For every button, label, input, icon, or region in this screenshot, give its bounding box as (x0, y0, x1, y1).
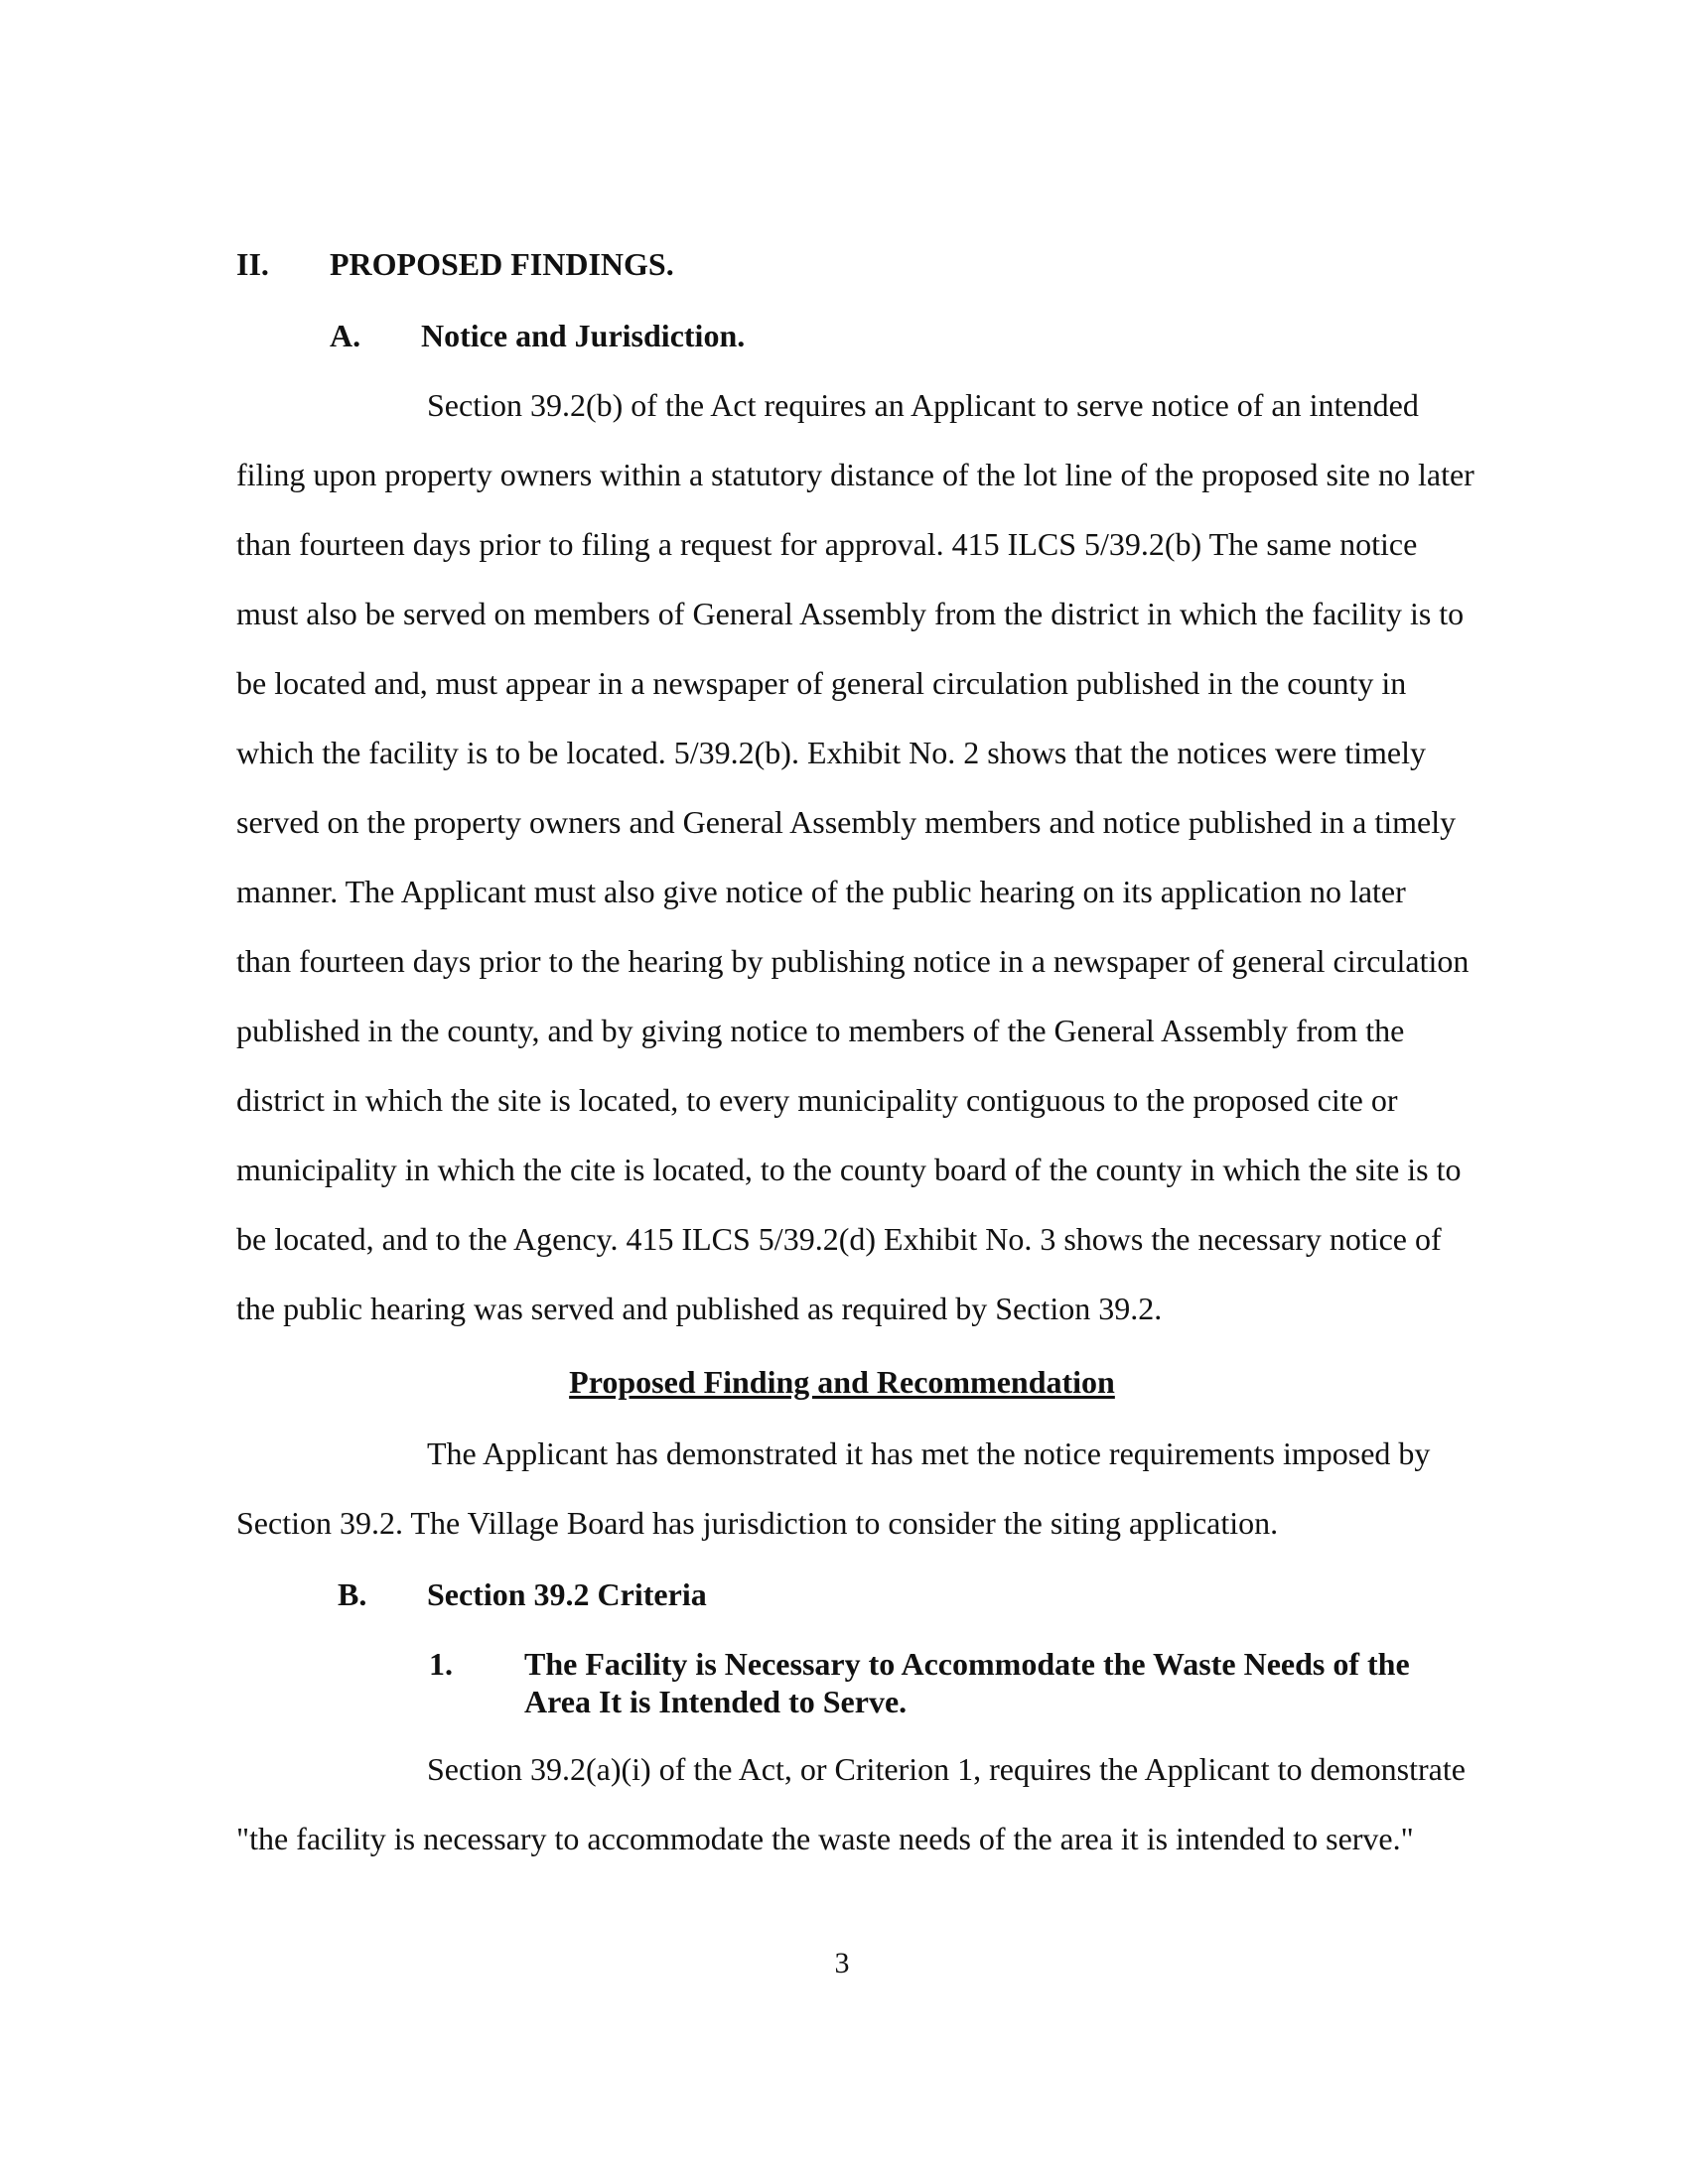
criterion-1-heading (429, 1644, 1422, 1727)
criterion-line: Section 39.2(a)(i) of the Act, or Criterion 1, requires the Applicant to demonstrate (427, 1751, 1466, 1787)
section-heading (236, 244, 832, 284)
subsection-a-letter: A. (330, 318, 361, 353)
section-number: II. (236, 246, 269, 282)
paragraph-line: than fourteen days prior to the hearing by publishing notice in a newspaper of general circulation (236, 943, 1470, 979)
finding-line: The Applicant has demonstrated it has met the notice requirements imposed by (427, 1435, 1431, 1471)
paragraph-line: be located and, must appear in a newspaper of general circulation published in the county in (236, 665, 1407, 701)
paragraph-line: must also be served on members of General Assembly from the district in which the facility is to (236, 596, 1465, 631)
section-title: PROPOSED FINDINGS. (330, 246, 674, 282)
subsection-a-title: Notice and Jurisdiction. (421, 318, 746, 353)
paragraph-line: served on the property owners and General Assembly members and notice published in a timely (236, 804, 1457, 840)
paragraph-line: published in the county, and by giving notice to members of the General Assembly from the (236, 1013, 1405, 1048)
paragraph-line: than fourteen days prior to filing a request for approval. 415 ILCS 5/39.2(b) The same notice (236, 526, 1418, 562)
paragraph-line: be located, and to the Agency. 415 ILCS 5/39.2(d) Exhibit No. 3 shows the necessary notice of (236, 1221, 1442, 1257)
paragraph-line: Section 39.2(b) of the Act requires an Applicant to serve notice of an intended (427, 387, 1419, 423)
criterion-line: "the facility is necessary to accommodate the waste needs of the area it is intended to serve." (236, 1821, 1414, 1856)
finding-line: Section 39.2. The Village Board has jurisdiction to consider the siting application. (236, 1505, 1279, 1541)
criterion-1-number: 1. (429, 1646, 453, 1682)
paragraph-line: which the facility is to be located. 5/39.2(b). Exhibit No. 2 shows that the notices were timely (236, 735, 1426, 770)
page-number: 3 (834, 1947, 850, 1979)
paragraph-line: district in which the site is located, to every municipality contiguous to the proposed cite or (236, 1082, 1398, 1118)
subsection-b-heading (338, 1574, 933, 1614)
subsection-b-letter: B. (338, 1576, 367, 1612)
paragraph-line: the public hearing was served and published as required by Section 39.2. (236, 1291, 1163, 1326)
criterion-1-title-line: The Facility is Necessary to Accommodate the Waste Needs of the (524, 1646, 1410, 1682)
paragraph-line: manner. The Applicant must also give notice of the public hearing on its application no later (236, 874, 1406, 909)
subsection-b-title: Section 39.2 Criteria (427, 1576, 707, 1612)
criterion-1-title-line: Area It is Intended to Serve. (524, 1684, 908, 1719)
finding-heading: Proposed Finding and Recommendation (569, 1364, 1115, 1400)
paragraph-line: municipality in which the cite is located, to the county board of the county in which the site is to (236, 1152, 1462, 1187)
subsection-a-heading (330, 316, 925, 355)
paragraph-line: filing upon property owners within a statutory distance of the lot line of the proposed site no later (236, 457, 1474, 492)
